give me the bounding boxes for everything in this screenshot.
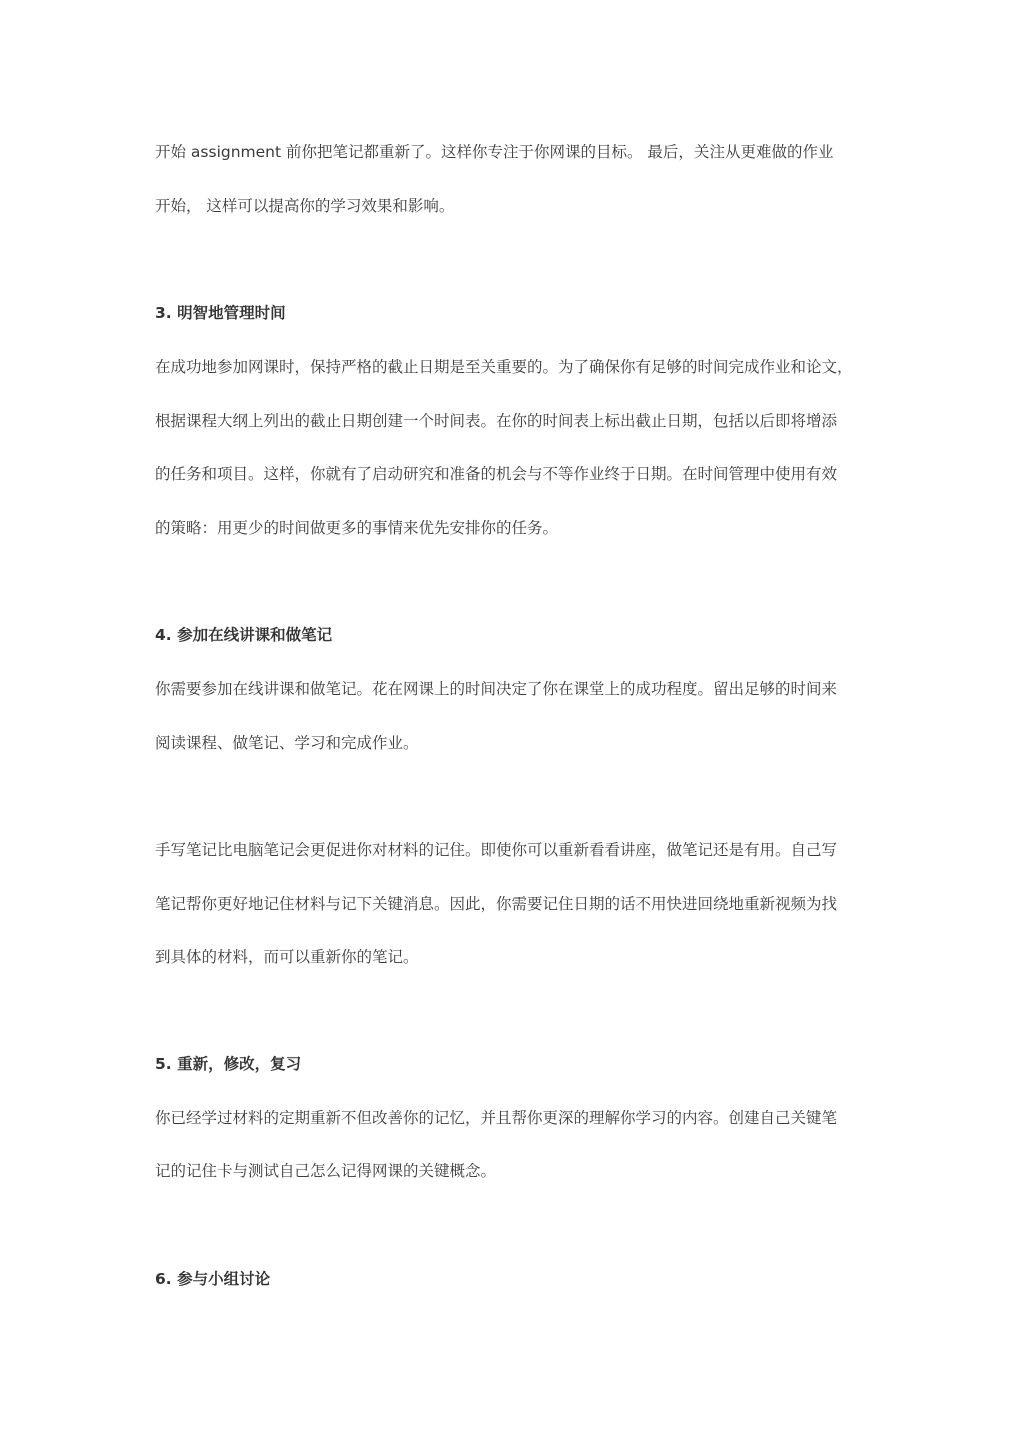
section-3-line-4: 的策略：用更少的时间做更多的事情来优先安排你的任务。 xyxy=(155,519,559,537)
section-3-line-2: 根据课程大纲上列出的截止日期创建一个时间表。在你的时间表上标出截止日期，包括以后即将增添 xyxy=(155,412,838,430)
section-3-line-3: 的任务和项目。这样，你就有了启动研究和准备的机会与不等作业终于日期。在时间管理中使用有效 xyxy=(155,465,838,483)
section-6-heading: 6. 参与小组讨论 xyxy=(155,1270,271,1288)
section-5-line-1: 你已经学过材料的定期重新不但改善你的记忆，并且帮你更深的理解你学习的内容。创建自己关键笔 xyxy=(155,1109,838,1127)
section-5-line-2: 记的记住卡与测试自己怎么记得网课的关键概念。 xyxy=(155,1162,497,1180)
section-4-para1-line-1: 你需要参加在线讲课和做笔记。花在网课上的时间决定了你在课堂上的成功程度。留出足够的时间来 xyxy=(155,680,838,698)
section-4-para2-line-3: 到具体的材料，而可以重新你的笔记。 xyxy=(155,948,419,966)
section-4-para2-line-1: 手写笔记比电脑笔记会更促进你对材料的记住。即使你可以重新看看讲座，做笔记还是有用。自己写 xyxy=(155,841,838,859)
section-4-para1-line-2: 阅读课程、做笔记、学习和完成作业。 xyxy=(155,734,419,752)
section-5-heading: 5. 重新，修改，复习 xyxy=(155,1055,302,1073)
section-4-para2-line-2: 笔记帮你更好地记住材料与记下关键消息。因此，你需要记住日期的话不用快进回绕地重新视频为找 xyxy=(155,895,838,913)
section-4-heading: 4. 参加在线讲课和做笔记 xyxy=(155,626,333,644)
intro-line-1: 开始 assignment 前你把笔记都重新了。这样你专注于你网课的目标。 最后，关注从更难做的作业 xyxy=(155,143,834,161)
section-3-heading: 3. 明智地管理时间 xyxy=(155,304,286,322)
section-3-line-1: 在成功地参加网课时，保持严格的截止日期是至关重要的。为了确保你有足够的时间完成作业和论文， xyxy=(155,358,853,376)
intro-line-2: 开始， 这样可以提高你的学习效果和影响。 xyxy=(155,197,455,215)
